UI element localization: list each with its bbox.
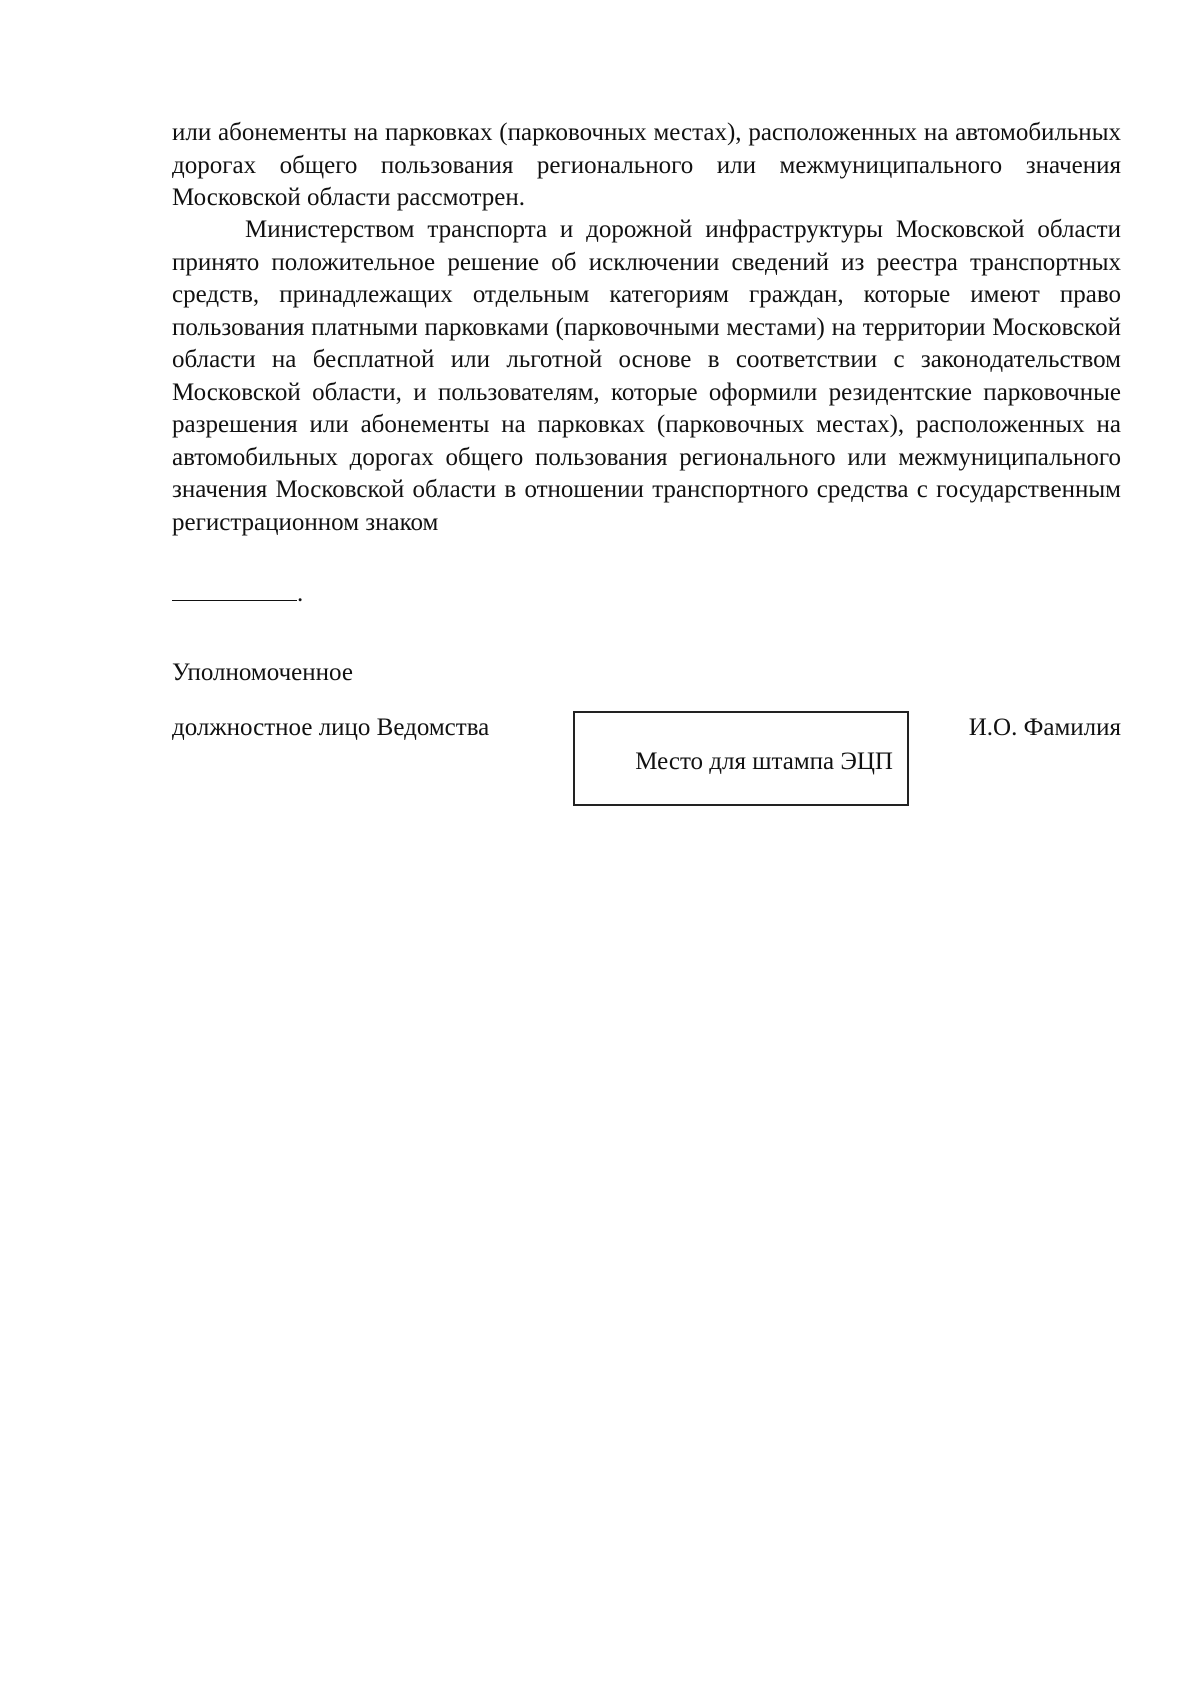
digital-signature-stamp-box [573, 711, 909, 806]
signer-name: И.О. Фамилия [968, 714, 1121, 741]
blank-terminator: . [297, 580, 304, 607]
signer-role-line-1: Уполномоченное [172, 659, 353, 686]
fill-in-underline [172, 600, 297, 601]
paragraph-decision: Министерством транспорта и дорожной инфраструктуры Московской области принято положительное решение об исключении сведений из реестра транспортных средств, принадлежащих отдельным категориям граждан, которые имеют право пользования платными парковками (парковочными местами) на территории Московской области на бесплатной или льготной основе в соответствии с законодательством Московской области, и пользователям, которые оформили резидентские парковочные разрешения или абонементы на парковках (парковочных местах), расположенных на автомобильных дорогах общего пользования регионального или межмуниципального значения Московской области в отношении транспортного средства с государственным регистрационном знаком [172, 216, 1121, 536]
signer-role-line-2: должностное лицо Ведомства [172, 714, 490, 741]
paragraph-continuation: или абонементы на парковках (парковочных местах), расположенных на автомобильных дорогах общего пользования регионального или межмуниципального значения Московской области рассмотрен. [172, 119, 1121, 211]
registration-number-blank [172, 578, 303, 610]
stamp-placeholder-label: Место для штампа ЭЦП [635, 748, 893, 775]
